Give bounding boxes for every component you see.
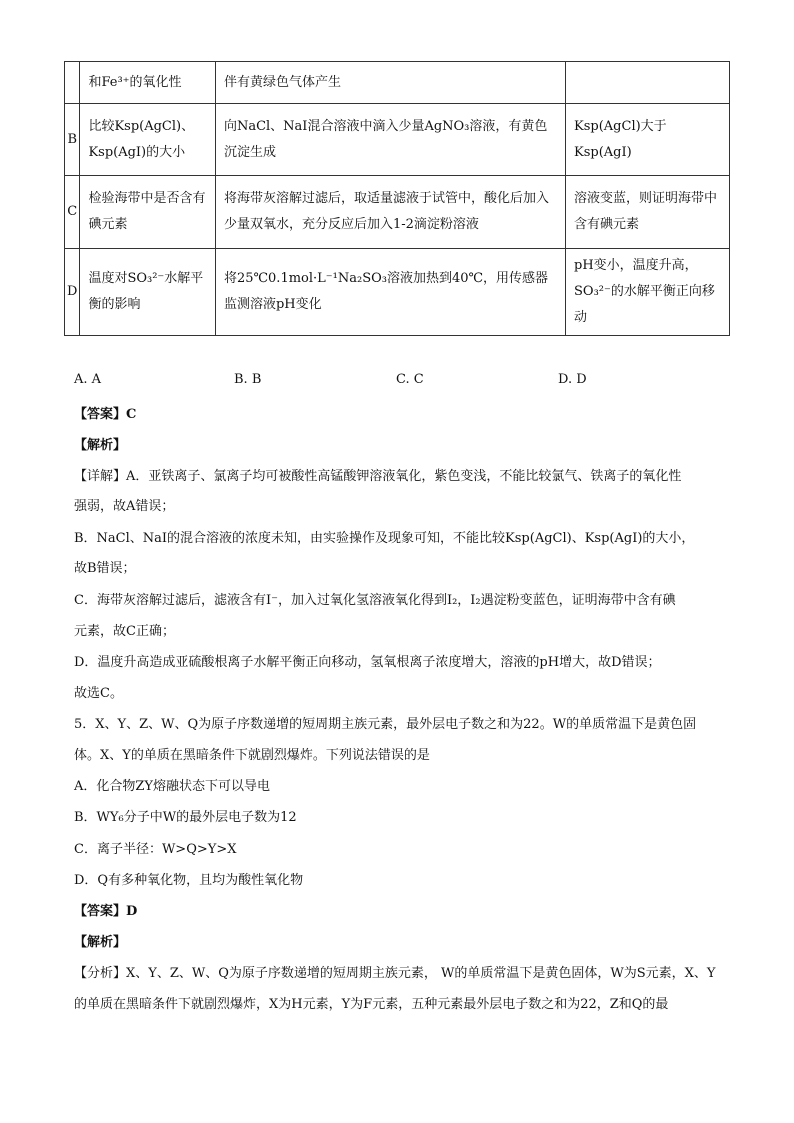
analysis-line: C．海带灰溶解过滤后，滤液含有I⁻，加入过氧化氢溶液氧化得到I₂，I₂遇淀粉变蓝色，证明海带中含有碘 bbox=[74, 593, 676, 608]
purpose-cell: 比较Ksp(AgCl)、Ksp(AgI)的大小 bbox=[80, 104, 216, 176]
analysis-line: 【详解】A．亚铁离子、氯离子均可被酸性高锰酸钾溶液氧化，紫色变浅，不能比较氯气、铁离子的氧化性 bbox=[74, 469, 682, 484]
analysis-line: B．NaCl、NaI的混合溶液的浓度未知，由实验操作及现象可知，不能比较Ksp(AgCl)、Ksp(AgI)的大小， bbox=[74, 531, 695, 546]
analysis-label: 【解析】 bbox=[74, 438, 127, 453]
analysis-line: 元素，故C正确； bbox=[74, 624, 175, 639]
experiment-table bbox=[64, 61, 730, 336]
analysis-line: 【分析】X、Y、Z、W、Q为原子序数递增的短周期主族元素， W的单质常温下是黄色固体，W为S元素，X、Y bbox=[74, 966, 716, 981]
analysis-line: 故B错误； bbox=[74, 561, 136, 576]
answer-label: 【答案】C bbox=[74, 407, 137, 422]
analysis-line: D．温度升高造成亚硫酸根离子水解平衡正向移动，氢氧根离子浓度增大，溶液的pH增大，故D错误； bbox=[74, 655, 661, 670]
operation-cell: 伴有黄绿色气体产生 bbox=[215, 62, 565, 104]
choice-a: A. A bbox=[74, 372, 102, 387]
operation-cell: 将海带灰溶解过滤后，取适量滤液于试管中，酸化后加入少量双氧水，充分反应后加入1-2滴淀粉溶液 bbox=[215, 176, 565, 249]
analysis-line: 故选C。 bbox=[74, 686, 123, 701]
analysis-label: 【解析】 bbox=[74, 935, 127, 950]
analysis-line: 强弱，故A错误； bbox=[74, 499, 175, 514]
row-label: B bbox=[65, 104, 80, 176]
purpose-cell: 检验海带中是否含有碘元素 bbox=[80, 176, 216, 249]
choice-c: C. C bbox=[396, 372, 424, 387]
conclusion-cell bbox=[566, 62, 730, 104]
table-row bbox=[65, 104, 730, 176]
table-row bbox=[65, 62, 730, 104]
table-row bbox=[65, 249, 730, 336]
row-label bbox=[65, 62, 80, 104]
conclusion-cell: pH变小，温度升高，SO₃²⁻的水解平衡正向移动 bbox=[566, 249, 730, 336]
table-row bbox=[65, 176, 730, 249]
answer-label: 【答案】D bbox=[74, 904, 138, 919]
conclusion-cell: 溶液变蓝，则证明海带中含有碘元素 bbox=[566, 176, 730, 249]
row-label: D bbox=[65, 249, 80, 336]
question-stem: 5．X、Y、Z、W、Q为原子序数递增的短周期主族元素，最外层电子数之和为22。W的单质常温下是黄色固 bbox=[74, 717, 697, 732]
operation-cell: 将25℃0.1mol·L⁻¹Na₂SO₃溶液加热到40℃，用传感器监测溶液pH变化 bbox=[215, 249, 565, 336]
choice-d: D. D bbox=[558, 372, 587, 387]
row-label: C bbox=[65, 176, 80, 249]
purpose-cell: 和Fe³⁺的氧化性 bbox=[80, 62, 216, 104]
option-d: D．Q有多种氧化物，且均为酸性氧化物 bbox=[74, 873, 304, 888]
option-a: A．化合物ZY熔融状态下可以导电 bbox=[74, 779, 271, 794]
conclusion-cell: Ksp(AgCl)大于Ksp(AgI) bbox=[566, 104, 730, 176]
analysis-line: 的单质在黑暗条件下就剧烈爆炸，X为H元素，Y为F元素，五种元素最外层电子数之和为22，Z和Q的最 bbox=[74, 997, 669, 1012]
purpose-cell: 温度对SO₃²⁻水解平衡的影响 bbox=[80, 249, 216, 336]
option-b: B．WY₆分子中W的最外层电子数为12 bbox=[74, 810, 297, 825]
question-stem: 体。X、Y的单质在黑暗条件下就剧烈爆炸。下列说法错误的是 bbox=[74, 748, 430, 763]
option-c: C．离子半径：W>Q>Y>X bbox=[74, 842, 237, 857]
operation-cell: 向NaCl、NaI混合溶液中滴入少量AgNO₃溶液，有黄色沉淀生成 bbox=[215, 104, 565, 176]
choice-b: B. B bbox=[234, 372, 262, 387]
